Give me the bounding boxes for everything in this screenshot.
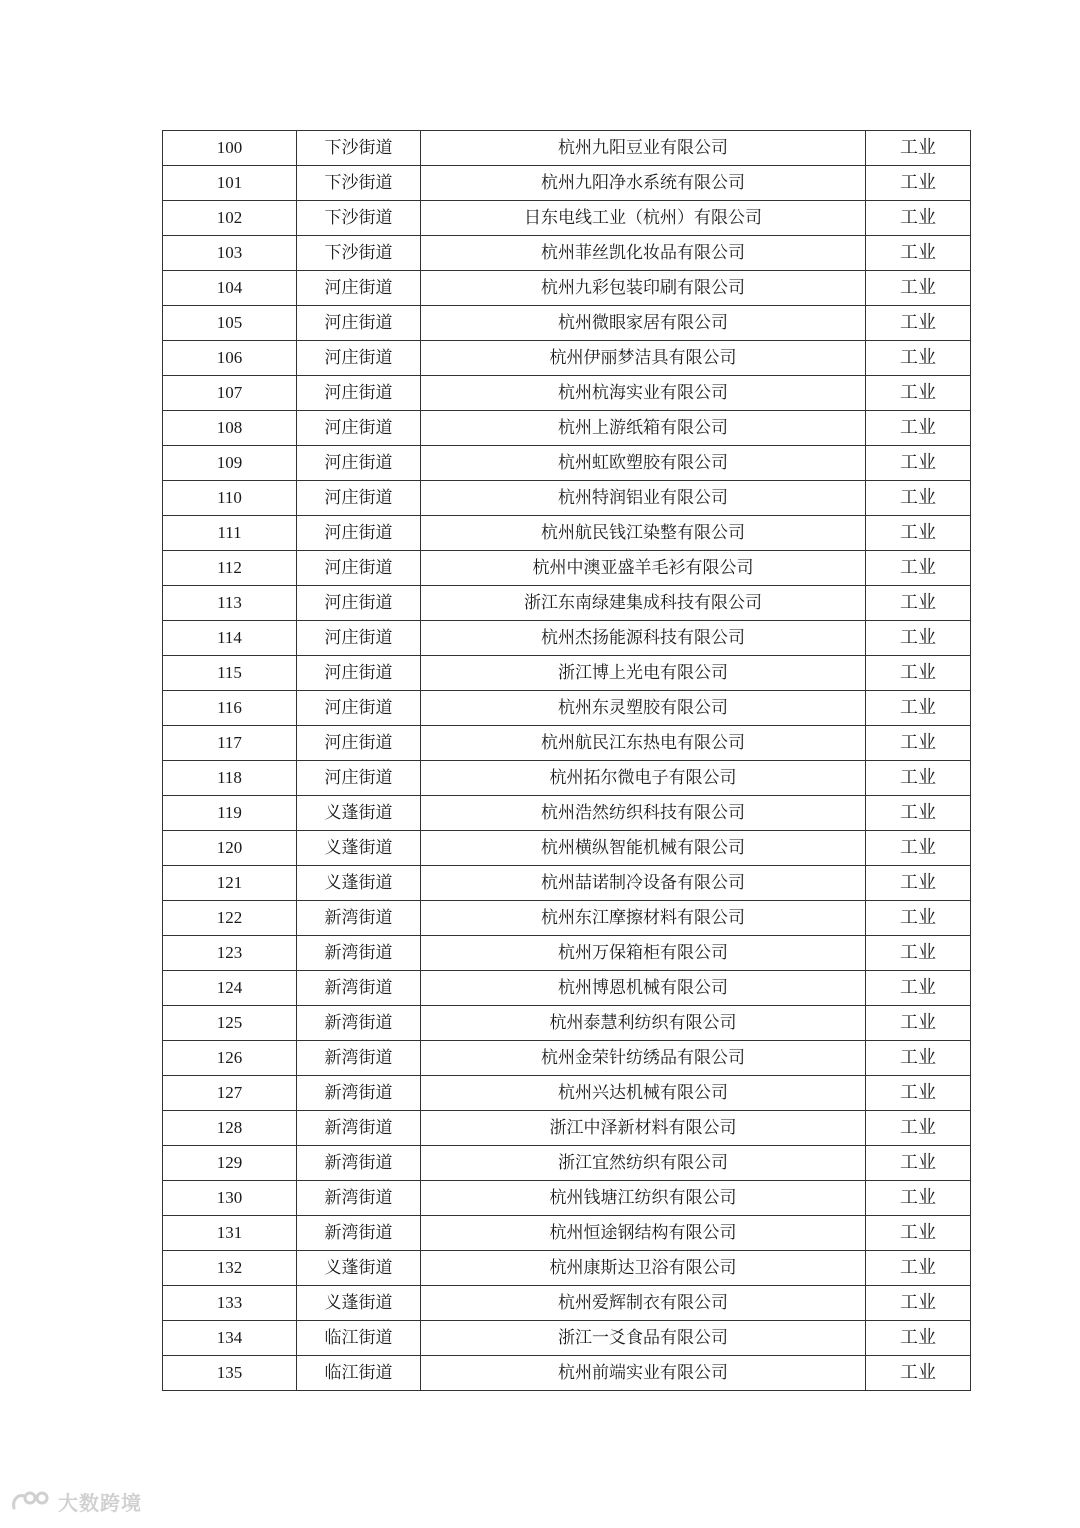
row-number: 134 xyxy=(163,1321,297,1356)
row-number: 116 xyxy=(163,691,297,726)
watermark xyxy=(10,1486,142,1516)
category: 工业 xyxy=(866,1321,971,1356)
row-number: 111 xyxy=(163,516,297,551)
company-name: 杭州金荣针纺绣品有限公司 xyxy=(421,1041,866,1076)
row-number: 109 xyxy=(163,446,297,481)
table-row xyxy=(163,201,971,236)
category: 工业 xyxy=(866,1146,971,1181)
row-number: 112 xyxy=(163,551,297,586)
street-name: 河庄街道 xyxy=(297,446,421,481)
row-number: 100 xyxy=(163,131,297,166)
table-row xyxy=(163,1216,971,1251)
category: 工业 xyxy=(866,1251,971,1286)
category: 工业 xyxy=(866,306,971,341)
street-name: 新湾街道 xyxy=(297,1216,421,1251)
row-number: 103 xyxy=(163,236,297,271)
category: 工业 xyxy=(866,1076,971,1111)
category: 工业 xyxy=(866,481,971,516)
street-name: 下沙街道 xyxy=(297,236,421,271)
row-number: 123 xyxy=(163,936,297,971)
company-name: 杭州康斯达卫浴有限公司 xyxy=(421,1251,866,1286)
company-name: 浙江一爻食品有限公司 xyxy=(421,1321,866,1356)
street-name: 新湾街道 xyxy=(297,1111,421,1146)
category: 工业 xyxy=(866,971,971,1006)
table-row xyxy=(163,236,971,271)
street-name: 河庄街道 xyxy=(297,621,421,656)
row-number: 107 xyxy=(163,376,297,411)
row-number: 106 xyxy=(163,341,297,376)
table-row xyxy=(163,131,971,166)
street-name: 义蓬街道 xyxy=(297,796,421,831)
company-name: 杭州上游纸箱有限公司 xyxy=(421,411,866,446)
row-number: 133 xyxy=(163,1286,297,1321)
company-name: 杭州东灵塑胶有限公司 xyxy=(421,691,866,726)
row-number: 114 xyxy=(163,621,297,656)
table-row xyxy=(163,166,971,201)
table-row xyxy=(163,551,971,586)
street-name: 义蓬街道 xyxy=(297,866,421,901)
row-number: 127 xyxy=(163,1076,297,1111)
table-row xyxy=(163,1356,971,1391)
table-row xyxy=(163,866,971,901)
street-name: 义蓬街道 xyxy=(297,1286,421,1321)
row-number: 113 xyxy=(163,586,297,621)
company-name: 浙江博上光电有限公司 xyxy=(421,656,866,691)
row-number: 118 xyxy=(163,761,297,796)
table-row xyxy=(163,1321,971,1356)
category: 工业 xyxy=(866,271,971,306)
street-name: 河庄街道 xyxy=(297,586,421,621)
row-number: 105 xyxy=(163,306,297,341)
row-number: 120 xyxy=(163,831,297,866)
company-name: 杭州泰慧利纺织有限公司 xyxy=(421,1006,866,1041)
street-name: 河庄街道 xyxy=(297,761,421,796)
table-row xyxy=(163,306,971,341)
watermark-text: 大数跨境 xyxy=(58,1490,142,1515)
table-row xyxy=(163,376,971,411)
company-name: 杭州东江摩擦材料有限公司 xyxy=(421,901,866,936)
category: 工业 xyxy=(866,726,971,761)
company-name: 杭州恒途钢结构有限公司 xyxy=(421,1216,866,1251)
street-name: 河庄街道 xyxy=(297,376,421,411)
company-name: 杭州九彩包装印刷有限公司 xyxy=(421,271,866,306)
street-name: 河庄街道 xyxy=(297,411,421,446)
table-row xyxy=(163,1146,971,1181)
category: 工业 xyxy=(866,131,971,166)
category: 工业 xyxy=(866,1181,971,1216)
category: 工业 xyxy=(866,866,971,901)
table-row xyxy=(163,831,971,866)
street-name: 河庄街道 xyxy=(297,656,421,691)
row-number: 124 xyxy=(163,971,297,1006)
table-row xyxy=(163,1041,971,1076)
row-number: 117 xyxy=(163,726,297,761)
company-name: 杭州兴达机械有限公司 xyxy=(421,1076,866,1111)
company-name: 杭州爱辉制衣有限公司 xyxy=(421,1286,866,1321)
row-number: 122 xyxy=(163,901,297,936)
company-name: 杭州伊丽梦洁具有限公司 xyxy=(421,341,866,376)
street-name: 新湾街道 xyxy=(297,936,421,971)
company-name: 日东电线工业（杭州）有限公司 xyxy=(421,201,866,236)
category: 工业 xyxy=(866,551,971,586)
street-name: 河庄街道 xyxy=(297,516,421,551)
street-name: 新湾街道 xyxy=(297,1006,421,1041)
table-row xyxy=(163,1286,971,1321)
category: 工业 xyxy=(866,831,971,866)
row-number: 104 xyxy=(163,271,297,306)
company-name: 杭州九阳净水系统有限公司 xyxy=(421,166,866,201)
company-name: 杭州前端实业有限公司 xyxy=(421,1356,866,1391)
company-name: 杭州杭海实业有限公司 xyxy=(421,376,866,411)
row-number: 135 xyxy=(163,1356,297,1391)
company-name: 杭州微眼家居有限公司 xyxy=(421,306,866,341)
street-name: 下沙街道 xyxy=(297,201,421,236)
table-row xyxy=(163,271,971,306)
table-row xyxy=(163,1076,971,1111)
category: 工业 xyxy=(866,166,971,201)
company-name: 杭州杰扬能源科技有限公司 xyxy=(421,621,866,656)
table-row xyxy=(163,936,971,971)
company-name: 杭州航民江东热电有限公司 xyxy=(421,726,866,761)
row-number: 108 xyxy=(163,411,297,446)
company-name: 浙江宜然纺织有限公司 xyxy=(421,1146,866,1181)
table-row xyxy=(163,971,971,1006)
row-number: 130 xyxy=(163,1181,297,1216)
company-name: 杭州特润铝业有限公司 xyxy=(421,481,866,516)
category: 工业 xyxy=(866,691,971,726)
street-name: 河庄街道 xyxy=(297,691,421,726)
street-name: 下沙街道 xyxy=(297,131,421,166)
row-number: 101 xyxy=(163,166,297,201)
row-number: 119 xyxy=(163,796,297,831)
category: 工业 xyxy=(866,901,971,936)
street-name: 河庄街道 xyxy=(297,271,421,306)
company-name: 杭州航民钱江染整有限公司 xyxy=(421,516,866,551)
category: 工业 xyxy=(866,586,971,621)
category: 工业 xyxy=(866,1286,971,1321)
street-name: 下沙街道 xyxy=(297,166,421,201)
brand-logo-icon xyxy=(10,1488,54,1514)
company-name: 杭州博恩机械有限公司 xyxy=(421,971,866,1006)
row-number: 129 xyxy=(163,1146,297,1181)
category: 工业 xyxy=(866,201,971,236)
category: 工业 xyxy=(866,656,971,691)
row-number: 132 xyxy=(163,1251,297,1286)
category: 工业 xyxy=(866,1356,971,1391)
row-number: 115 xyxy=(163,656,297,691)
table-row xyxy=(163,1006,971,1041)
table-row xyxy=(163,516,971,551)
category: 工业 xyxy=(866,236,971,271)
category: 工业 xyxy=(866,516,971,551)
street-name: 新湾街道 xyxy=(297,1041,421,1076)
category: 工业 xyxy=(866,446,971,481)
company-name: 浙江中泽新材料有限公司 xyxy=(421,1111,866,1146)
street-name: 临江街道 xyxy=(297,1356,421,1391)
company-name: 杭州喆诺制冷设备有限公司 xyxy=(421,866,866,901)
street-name: 新湾街道 xyxy=(297,1181,421,1216)
street-name: 临江街道 xyxy=(297,1321,421,1356)
category: 工业 xyxy=(866,1111,971,1146)
category: 工业 xyxy=(866,376,971,411)
street-name: 河庄街道 xyxy=(297,726,421,761)
street-name: 河庄街道 xyxy=(297,481,421,516)
company-name: 杭州浩然纺织科技有限公司 xyxy=(421,796,866,831)
category: 工业 xyxy=(866,341,971,376)
table-row xyxy=(163,446,971,481)
table-row xyxy=(163,796,971,831)
street-name: 义蓬街道 xyxy=(297,1251,421,1286)
table-row xyxy=(163,1181,971,1216)
table-row xyxy=(163,726,971,761)
row-number: 128 xyxy=(163,1111,297,1146)
street-name: 河庄街道 xyxy=(297,341,421,376)
company-name: 杭州横纵智能机械有限公司 xyxy=(421,831,866,866)
street-name: 新湾街道 xyxy=(297,1146,421,1181)
company-name: 杭州万保箱柜有限公司 xyxy=(421,936,866,971)
table-row xyxy=(163,1111,971,1146)
table-row xyxy=(163,481,971,516)
row-number: 126 xyxy=(163,1041,297,1076)
street-name: 河庄街道 xyxy=(297,306,421,341)
row-number: 102 xyxy=(163,201,297,236)
street-name: 新湾街道 xyxy=(297,901,421,936)
table-row xyxy=(163,656,971,691)
company-name: 杭州菲丝凯化妆品有限公司 xyxy=(421,236,866,271)
table-row xyxy=(163,1251,971,1286)
enterprise-list-table xyxy=(162,130,971,1391)
company-name: 杭州拓尔微电子有限公司 xyxy=(421,761,866,796)
table-row xyxy=(163,621,971,656)
table-row xyxy=(163,691,971,726)
row-number: 125 xyxy=(163,1006,297,1041)
street-name: 河庄街道 xyxy=(297,551,421,586)
category: 工业 xyxy=(866,1216,971,1251)
table-body xyxy=(163,131,971,1391)
street-name: 新湾街道 xyxy=(297,971,421,1006)
category: 工业 xyxy=(866,761,971,796)
table-row xyxy=(163,411,971,446)
table-row xyxy=(163,761,971,796)
category: 工业 xyxy=(866,1006,971,1041)
table-row xyxy=(163,901,971,936)
category: 工业 xyxy=(866,411,971,446)
row-number: 110 xyxy=(163,481,297,516)
table-row xyxy=(163,341,971,376)
company-name: 杭州中澳亚盛羊毛衫有限公司 xyxy=(421,551,866,586)
row-number: 131 xyxy=(163,1216,297,1251)
row-number: 121 xyxy=(163,866,297,901)
category: 工业 xyxy=(866,1041,971,1076)
company-name: 杭州钱塘江纺织有限公司 xyxy=(421,1181,866,1216)
street-name: 义蓬街道 xyxy=(297,831,421,866)
company-name: 杭州虹欧塑胶有限公司 xyxy=(421,446,866,481)
category: 工业 xyxy=(866,621,971,656)
table-row xyxy=(163,586,971,621)
street-name: 新湾街道 xyxy=(297,1076,421,1111)
category: 工业 xyxy=(866,936,971,971)
company-name: 浙江东南绿建集成科技有限公司 xyxy=(421,586,866,621)
category: 工业 xyxy=(866,796,971,831)
company-name: 杭州九阳豆业有限公司 xyxy=(421,131,866,166)
